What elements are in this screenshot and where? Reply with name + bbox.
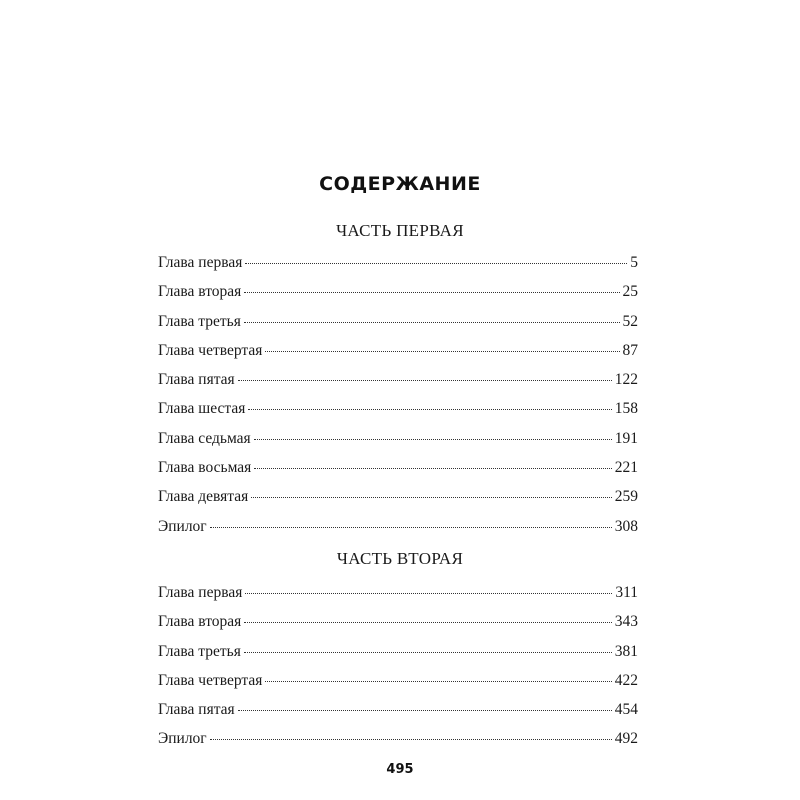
toc-entry xyxy=(158,672,638,701)
toc-entry-label: Глава третья xyxy=(158,312,241,330)
toc-entry-label: Глава пятая xyxy=(158,371,235,389)
toc-entry xyxy=(158,730,638,759)
toc-entry xyxy=(158,488,638,517)
toc-list-part-1 xyxy=(158,254,638,547)
toc-entry xyxy=(158,342,638,371)
toc-entry xyxy=(158,430,638,459)
dot-leader xyxy=(251,497,611,498)
dot-leader xyxy=(254,439,612,440)
dot-leader xyxy=(245,593,612,594)
toc-entry xyxy=(158,313,638,342)
toc-entry-page: 492 xyxy=(614,730,638,748)
toc-entry-label: Эпилог xyxy=(158,730,207,748)
dot-leader xyxy=(238,380,612,381)
toc-entry-label: Глава третья xyxy=(158,642,241,660)
dot-leader xyxy=(244,322,620,323)
dot-leader xyxy=(254,468,611,469)
toc-entry-label: Глава четвертая xyxy=(158,671,263,689)
dot-leader xyxy=(248,409,611,410)
dot-leader xyxy=(210,739,612,740)
toc-entry-label: Глава девятая xyxy=(158,488,249,506)
toc-entry xyxy=(158,584,638,613)
dot-leader xyxy=(265,681,611,682)
toc-entry-page: 25 xyxy=(622,283,638,301)
part-heading-1: ЧАСТЬ ПЕРВАЯ xyxy=(336,221,464,240)
dot-leader xyxy=(210,527,612,528)
toc-list-part-2 xyxy=(158,584,638,760)
dot-leader xyxy=(244,292,619,293)
toc-entry-label: Глава первая xyxy=(158,254,243,271)
toc-entry-page: 308 xyxy=(614,517,638,535)
toc-entry-page: 87 xyxy=(622,341,638,359)
toc-entry xyxy=(158,518,638,547)
toc-entry xyxy=(158,459,638,488)
page-title: СОДЕРЖАНИЕ xyxy=(319,173,481,195)
toc-entry-label: Глава седьмая xyxy=(158,429,251,447)
toc-entry-label: Глава вторая xyxy=(158,283,242,301)
toc-entry-page: 5 xyxy=(630,254,638,271)
toc-entry xyxy=(158,613,638,642)
toc-entry-label: Глава восьмая xyxy=(158,459,252,477)
part-heading-2: ЧАСТЬ ВТОРАЯ xyxy=(336,549,464,568)
toc-entry-page: 259 xyxy=(614,488,638,506)
toc-entry xyxy=(158,643,638,672)
toc-entry-page: 52 xyxy=(622,312,638,330)
toc-entry-page: 191 xyxy=(614,429,638,447)
toc-entry-page: 422 xyxy=(614,671,638,689)
toc-entry-label: Глава шестая xyxy=(158,400,246,418)
toc-entry-label: Эпилог xyxy=(158,517,207,535)
toc-entry xyxy=(158,400,638,429)
toc-entry-page: 158 xyxy=(614,400,638,418)
toc-entry xyxy=(158,701,638,730)
dot-leader xyxy=(244,652,612,653)
toc-entry-label: Глава пятая xyxy=(158,701,235,719)
toc-entry-page: 311 xyxy=(615,584,638,601)
toc-entry-page: 343 xyxy=(614,613,638,631)
dot-leader xyxy=(244,622,611,623)
toc-entry xyxy=(158,254,638,283)
page-number: 495 xyxy=(386,762,414,777)
dot-leader xyxy=(238,710,612,711)
toc-entry xyxy=(158,283,638,312)
toc-entry-label: Глава четвертая xyxy=(158,341,263,359)
toc-entry-page: 454 xyxy=(614,701,638,719)
toc-entry xyxy=(158,371,638,400)
toc-entry-page: 122 xyxy=(614,371,638,389)
toc-entry-page: 221 xyxy=(614,459,638,477)
toc-entry-page: 381 xyxy=(614,642,638,660)
toc-entry-label: Глава первая xyxy=(158,584,243,601)
toc-entry-label: Глава вторая xyxy=(158,613,242,631)
dot-leader xyxy=(265,351,619,352)
dot-leader xyxy=(245,263,627,264)
